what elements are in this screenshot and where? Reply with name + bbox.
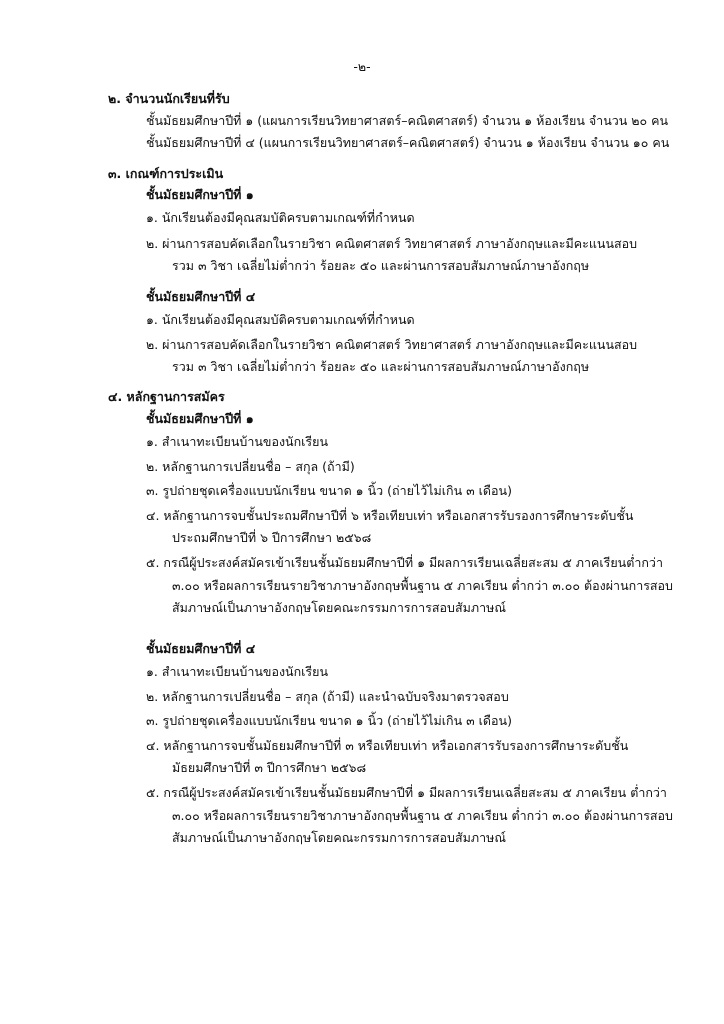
section-3-m4-item-2-line-1: ๒. ผ่านการสอบคัดเลือกในรายวิชา คณิตศาสตร์ วิทยาศาสตร์ ภาษาอังกฤษและมีคะแนนสอบ bbox=[146, 337, 638, 352]
section-2-line-1: ชั้นมัธยมศึกษาปีที่ ๑ (แผนการเรียนวิทยาศาสตร์–คณิตศาสตร์) จำนวน ๑ ห้องเรียน จำนวน ๒๐ คน bbox=[146, 113, 669, 128]
section-4-m1-title: ชั้นมัธยมศึกษาปีที่ ๑ bbox=[146, 411, 254, 426]
section-3-heading: ๓. เกณฑ์การประเมิน bbox=[108, 166, 224, 181]
section-4-m4-item-3: ๓. รูปถ่ายชุดเครื่องแบบนักเรียน ขนาด ๑ นิ้ว (ถ่ายไว้ไม่เกิน ๓ เดือน) bbox=[146, 713, 512, 728]
section-3-m1-item-1: ๑. นักเรียนต้องมีคุณสมบัติครบตามเกณฑ์ที่กำหนด bbox=[146, 210, 415, 225]
section-4-m4-item-1: ๑. สำเนาทะเบียนบ้านของนักเรียน bbox=[146, 664, 329, 679]
section-2-line-2: ชั้นมัธยมศึกษาปีที่ ๔ (แผนการเรียนวิทยาศาสตร์–คณิตศาสตร์) จำนวน ๑ ห้องเรียน จำนวน ๑๐ คน bbox=[146, 135, 670, 150]
section-3-m4-title: ชั้นมัธยมศึกษาปีที่ ๔ bbox=[146, 289, 256, 304]
section-4-m1-item-2: ๒. หลักฐานการเปลี่ยนชื่อ – สกุล (ถ้ามี) bbox=[146, 459, 355, 474]
section-4-m4-item-4-line-2: มัธยมศึกษาปีที่ ๓ ปีการศึกษา ๒๕๖๘ bbox=[172, 760, 367, 775]
section-4-m1-item-5-line-1: ๕. กรณีผู้ประสงค์สมัครเข้าเรียนชั้นมัธยมศึกษาปีที่ ๑ มีผลการเรียนเฉลี่ยสะสม ๕ ภาคเรียนต่ำกว่า bbox=[146, 555, 663, 570]
section-3-m1-item-2-line-2: รวม ๓ วิชา เฉลี่ยไม่ต่ำกว่า ร้อยละ ๕๐ และผ่านการสอบสัมภาษณ์ภาษาอังกฤษ bbox=[172, 258, 590, 273]
section-4-m4-item-5-line-1: ๕. กรณีผู้ประสงค์สมัครเข้าเรียนชั้นมัธยมศึกษาปีที่ ๑ มีผลการเรียนเฉลี่ยสะสม ๕ ภาคเรียน ต่ำกว่า bbox=[146, 785, 667, 800]
section-3-m1-title: ชั้นมัธยมศึกษาปีที่ ๑ bbox=[146, 187, 254, 202]
section-4-heading: ๔. หลักฐานการสมัคร bbox=[108, 389, 225, 404]
section-3-m4-item-2-line-2: รวม ๓ วิชา เฉลี่ยไม่ต่ำกว่า ร้อยละ ๕๐ และผ่านการสอบสัมภาษณ์ภาษาอังกฤษ bbox=[172, 359, 590, 374]
section-4-m4-title: ชั้นมัธยมศึกษาปีที่ ๔ bbox=[146, 641, 256, 656]
section-4-m4-item-5-line-2: ๓.๐๐ หรือผลการเรียนรายวิชาภาษาอังกฤษพื้นฐาน ๕ ภาคเรียน ต่ำกว่า ๓.๐๐ ต้องผ่านการสอบ bbox=[172, 808, 673, 823]
section-3-m1-item-2-line-1: ๒. ผ่านการสอบคัดเลือกในรายวิชา คณิตศาสตร์ วิทยาศาสตร์ ภาษาอังกฤษและมีคะแนนสอบ bbox=[146, 236, 638, 251]
section-4-m4-item-4-line-1: ๔. หลักฐานการจบชั้นมัธยมศึกษาปีที่ ๓ หรือเทียบเท่า หรือเอกสารรับรองการศึกษาระดับชั้น bbox=[146, 738, 629, 753]
section-2-heading: ๒. จำนวนนักเรียนที่รับ bbox=[108, 91, 230, 106]
section-4-m1-item-5-line-2: ๓.๐๐ หรือผลการเรียนรายวิชาภาษาอังกฤษพื้นฐาน ๕ ภาคเรียน ต่ำกว่า ๓.๐๐ ต้องผ่านการสอบ bbox=[172, 578, 673, 593]
section-4-m4-item-5-line-3: สัมภาษณ์เป็นภาษาอังกฤษโดยคณะกรรมการการสอบสัมภาษณ์ bbox=[172, 830, 506, 845]
section-4-m1-item-1: ๑. สำเนาทะเบียนบ้านของนักเรียน bbox=[146, 434, 329, 449]
page-number: -๒- bbox=[353, 59, 371, 74]
section-4-m1-item-4-line-1: ๔. หลักฐานการจบชั้นประถมศึกษาปีที่ ๖ หรือเทียบเท่า หรือเอกสารรับรองการศึกษาระดับชั้น bbox=[146, 508, 634, 523]
section-4-m4-item-2: ๒. หลักฐานการเปลี่ยนชื่อ – สกุล (ถ้ามี) และนำฉบับจริงมาตรวจสอบ bbox=[146, 689, 509, 704]
section-3-m4-item-1: ๑. นักเรียนต้องมีคุณสมบัติครบตามเกณฑ์ที่กำหนด bbox=[146, 312, 415, 327]
section-4-m1-item-3: ๓. รูปถ่ายชุดเครื่องแบบนักเรียน ขนาด ๑ นิ้ว (ถ่ายไว้ไม่เกิน ๓ เดือน) bbox=[146, 483, 512, 498]
section-4-m1-item-4-line-2: ประถมศึกษาปีที่ ๖ ปีการศึกษา ๒๕๖๘ bbox=[172, 530, 372, 545]
section-4-m1-item-5-line-3: สัมภาษณ์เป็นภาษาอังกฤษโดยคณะกรรมการการสอบสัมภาษณ์ bbox=[172, 600, 506, 615]
